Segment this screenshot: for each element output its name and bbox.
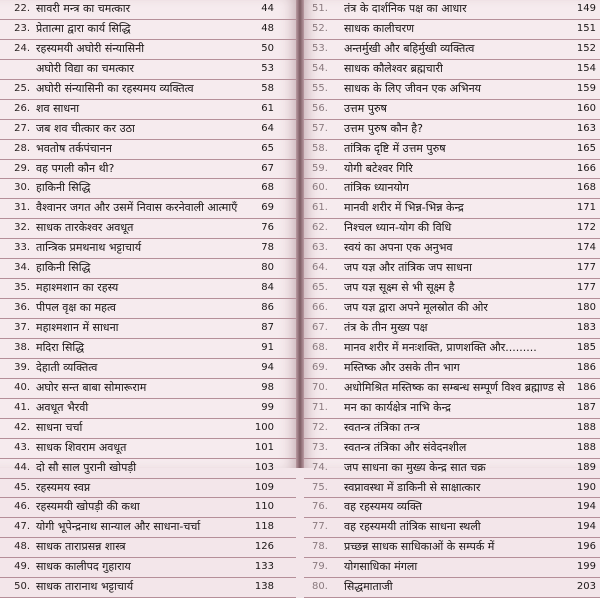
entry-title: शव साधना xyxy=(36,101,80,115)
toc-entry xyxy=(0,120,296,140)
entry-number: 63. xyxy=(312,242,328,254)
toc-entry xyxy=(304,498,600,518)
entry-title: स्वप्नावस्था में डाकिनी से साक्षात्कार xyxy=(344,480,481,494)
entry-title: स्वतन्त्र तंत्रिका और संवेदनशील xyxy=(344,440,467,454)
entry-title: निश्चल ध्यान-योग की विधि xyxy=(344,221,452,235)
entry-page-number: 69 xyxy=(261,202,274,214)
entry-number: 22. xyxy=(14,3,30,14)
entry-title: साधक के लिए जीवन एक अभिनय xyxy=(344,81,482,95)
entry-page-number: 177 xyxy=(576,282,596,294)
entry-number: 59. xyxy=(312,162,328,174)
toc-entry xyxy=(0,479,296,499)
entry-page-number: 199 xyxy=(576,561,596,573)
entry-number: 38. xyxy=(14,341,30,353)
toc-entry xyxy=(0,518,296,538)
entry-number: 40. xyxy=(14,381,30,393)
toc-entry xyxy=(0,60,296,80)
toc-entry xyxy=(304,518,600,538)
entry-title: उत्तम पुरुष कौन है? xyxy=(344,121,423,135)
toc-entry xyxy=(304,20,600,40)
entry-title: साधक कालीपद गुहाराय xyxy=(36,560,131,574)
entry-page-number: 165 xyxy=(576,142,596,154)
entry-page-number: 194 xyxy=(576,501,596,513)
entry-number: 45. xyxy=(14,481,30,493)
toc-entry xyxy=(304,459,600,479)
entry-page-number: 126 xyxy=(254,541,274,553)
entry-page-number: 149 xyxy=(576,3,596,14)
entry-page-number: 53 xyxy=(261,62,274,74)
entry-page-number: 58 xyxy=(261,82,274,94)
entry-number: 66. xyxy=(312,302,328,314)
entry-number: 41. xyxy=(14,401,30,413)
toc-entry xyxy=(0,299,296,319)
entry-number: 47. xyxy=(14,521,30,533)
entry-title: महाश्मशान का रहस्य xyxy=(36,281,119,295)
entry-title: तंत्र के दार्शनिक पक्ष का आधार xyxy=(344,2,467,15)
toc-entry xyxy=(304,379,600,399)
entry-title: तांत्रिक ध्यानयोग xyxy=(344,181,409,195)
toc-entry xyxy=(0,359,296,379)
toc-entry xyxy=(304,239,600,259)
entry-number: 80. xyxy=(312,581,328,593)
entry-page-number: 138 xyxy=(254,581,274,593)
toc-entry xyxy=(0,399,296,419)
entry-page-number: 180 xyxy=(576,302,596,314)
entry-number: 51. xyxy=(312,3,328,14)
toc-entry xyxy=(304,179,600,199)
entry-title: साधक कालीचरण xyxy=(344,21,415,35)
entry-page-number: 98 xyxy=(261,381,274,393)
entry-page-number: 152 xyxy=(576,42,596,54)
toc-entry xyxy=(0,319,296,339)
toc-entry xyxy=(304,279,600,299)
toc-entry xyxy=(304,578,600,598)
entry-number: 79. xyxy=(312,561,328,573)
entry-title: प्रेतात्मा द्वारा कार्य सिद्धि xyxy=(36,21,131,35)
entry-number: 46. xyxy=(14,501,30,513)
entry-number: 74. xyxy=(312,461,328,473)
entry-number: 31. xyxy=(14,202,30,214)
toc-entry xyxy=(304,299,600,319)
right-page xyxy=(304,0,600,594)
book-gutter xyxy=(296,0,304,468)
entry-number: 71. xyxy=(312,401,328,413)
entry-page-number: 196 xyxy=(576,541,596,553)
toc-entry xyxy=(304,319,600,339)
toc-entry xyxy=(0,538,296,558)
entry-page-number: 103 xyxy=(254,461,274,473)
toc-entry xyxy=(0,279,296,299)
entry-title: योगी भूपेन्द्रनाथ सान्याल और साधना-चर्चा xyxy=(36,520,201,534)
entry-title: मानवी शरीर में भिन्न-भिन्न केन्द्र xyxy=(344,201,464,215)
entry-page-number: 87 xyxy=(261,322,274,333)
entry-page-number: 91 xyxy=(261,341,274,353)
toc-entry xyxy=(0,219,296,239)
entry-number: 48. xyxy=(14,541,30,553)
toc-entry xyxy=(0,199,296,219)
entry-title: अन्तर्मुखी और बहिर्मुखी व्यक्तित्व xyxy=(344,41,475,55)
entry-title: साधना चर्चा xyxy=(36,420,83,434)
entry-page-number: 80 xyxy=(261,262,274,274)
entry-number: 68. xyxy=(312,341,328,353)
entry-number: 69. xyxy=(312,361,328,373)
entry-title: तान्त्रिक प्रमथनाथ भट्टाचार्य xyxy=(36,241,142,255)
entry-page-number: 48 xyxy=(261,22,274,34)
entry-title: वह रहस्यमय व्यक्ति xyxy=(344,500,423,514)
toc-entry xyxy=(304,439,600,459)
entry-number: 23. xyxy=(14,22,30,34)
toc-entry xyxy=(0,498,296,518)
toc-entry xyxy=(304,120,600,140)
toc-entry xyxy=(0,179,296,199)
entry-page-number: 44 xyxy=(261,3,274,14)
entry-page-number: 186 xyxy=(576,361,596,373)
entry-number: 29. xyxy=(14,162,30,174)
entry-title: मस्तिष्क और उसके तीन भाग xyxy=(344,360,460,374)
toc-entry xyxy=(0,578,296,598)
toc-entry xyxy=(0,140,296,160)
entry-title: अघोरी संन्यासिनी का रहस्यमय व्यक्तित्व xyxy=(36,81,194,95)
entry-title: मन का कार्यक्षेत्र नाभि केन्द्र xyxy=(344,400,451,414)
entry-title: साधक कौलेश्वर ब्रह्मचारी xyxy=(344,61,443,75)
entry-page-number: 133 xyxy=(254,561,274,573)
entry-page-number: 100 xyxy=(254,421,274,433)
entry-title: जप यज्ञ और तांत्रिक जप साधना xyxy=(344,261,472,275)
entry-page-number: 168 xyxy=(576,182,596,194)
entry-page-number: 118 xyxy=(254,521,274,533)
toc-entry xyxy=(304,219,600,239)
toc-entry xyxy=(0,20,296,40)
entry-number: 54. xyxy=(312,62,328,74)
toc-entry xyxy=(304,399,600,419)
entry-title: उत्तम पुरुष xyxy=(344,101,387,115)
toc-entry xyxy=(304,80,600,100)
entry-number: 34. xyxy=(14,262,30,274)
toc-entry xyxy=(0,40,296,60)
toc-entry xyxy=(304,60,600,80)
entry-title: स्वयं का अपना एक अनुभव xyxy=(344,241,453,255)
entry-page-number: 76 xyxy=(261,222,274,234)
entry-number: 52. xyxy=(312,22,328,34)
entry-page-number: 101 xyxy=(254,441,274,453)
entry-page-number: 61 xyxy=(261,102,274,114)
entry-number: 32. xyxy=(14,222,30,234)
toc-entry xyxy=(304,479,600,499)
entry-number: 61. xyxy=(312,202,328,214)
entry-page-number: 185 xyxy=(576,341,596,353)
toc-entry xyxy=(0,80,296,100)
entry-number: 36. xyxy=(14,302,30,314)
toc-entry xyxy=(0,419,296,439)
entry-page-number: 203 xyxy=(576,581,596,593)
entry-page-number: 64 xyxy=(261,122,274,134)
entry-title: अघोर सन्त बाबा सोमारूराम xyxy=(36,380,147,394)
entry-title: साधक तारानाथ भट्टाचार्य xyxy=(36,580,134,594)
entry-title: हाकिनी सिद्धि xyxy=(36,261,91,275)
entry-number: 39. xyxy=(14,361,30,373)
entry-page-number: 177 xyxy=(576,262,596,274)
entry-title: वह पगली कौन थी? xyxy=(36,161,115,175)
entry-number: 70. xyxy=(312,381,328,393)
entry-number: 53. xyxy=(312,42,328,54)
entry-title: तांत्रिक दृष्टि में उत्तम पुरुष xyxy=(344,141,446,155)
entry-title: तंत्र के तीन मुख्य पक्ष xyxy=(344,321,428,334)
entry-title: महाश्मशान में साधना xyxy=(36,321,119,334)
entry-title: अवधूत भैरवी xyxy=(36,400,89,414)
entry-page-number: 84 xyxy=(261,282,274,294)
entry-number: 56. xyxy=(312,102,328,114)
entry-title: सिद्धमाताजी xyxy=(344,580,393,594)
toc-entry xyxy=(304,359,600,379)
entry-title: जप यज्ञ सूक्ष्म से भी सूक्ष्म है xyxy=(344,281,455,295)
entry-number: 30. xyxy=(14,182,30,194)
toc-entry xyxy=(304,140,600,160)
entry-page-number: 172 xyxy=(576,222,596,234)
entry-title: मानव शरीर में मनःशक्ति, प्राणशक्ति और......... xyxy=(344,340,537,354)
entry-title: साधक तारकेश्वर अवधूत xyxy=(36,221,134,235)
entry-number: 62. xyxy=(312,222,328,234)
toc-entry xyxy=(304,558,600,578)
entry-page-number: 86 xyxy=(261,302,274,314)
entry-page-number: 183 xyxy=(576,322,596,333)
entry-title: जब शव चीत्कार कर उठा xyxy=(36,121,135,135)
toc-entry xyxy=(0,439,296,459)
toc-entry xyxy=(304,100,600,120)
entry-page-number: 50 xyxy=(261,42,274,54)
entry-number: 35. xyxy=(14,282,30,294)
entry-number: 58. xyxy=(312,142,328,154)
entry-title: पीपल वृक्ष का महत्व xyxy=(36,301,117,315)
toc-entry xyxy=(304,419,600,439)
entry-page-number: 186 xyxy=(576,381,596,393)
entry-title: योगसाधिका मंगला xyxy=(344,560,418,574)
toc-entry xyxy=(0,558,296,578)
toc-entry xyxy=(0,379,296,399)
entry-page-number: 109 xyxy=(254,481,274,493)
entry-number: 57. xyxy=(312,122,328,134)
toc-entry xyxy=(0,459,296,479)
entry-page-number: 188 xyxy=(576,441,596,453)
entry-page-number: 188 xyxy=(576,421,596,433)
entry-page-number: 154 xyxy=(576,62,596,74)
right-toc-list xyxy=(304,0,600,598)
entry-page-number: 174 xyxy=(576,242,596,254)
entry-number: 49. xyxy=(14,561,30,573)
entry-number: 55. xyxy=(312,82,328,94)
entry-title: स्वतन्त्र तंत्रिका तन्त्र xyxy=(344,420,420,434)
entry-page-number: 151 xyxy=(576,22,596,34)
toc-entry xyxy=(0,100,296,120)
entry-title: साधक ताराप्रसन्न शास्त्र xyxy=(36,540,126,554)
entry-title: देहाती व्यक्तित्व xyxy=(36,360,98,374)
entry-page-number: 190 xyxy=(576,481,596,493)
toc-entry xyxy=(0,160,296,180)
entry-page-number: 78 xyxy=(261,242,274,254)
entry-number: 73. xyxy=(312,441,328,453)
entry-title: हाकिनी सिद्धि xyxy=(36,181,91,195)
entry-number: 60. xyxy=(312,182,328,194)
toc-entry xyxy=(0,339,296,359)
entry-number: 27. xyxy=(14,122,30,134)
entry-number: 77. xyxy=(312,521,328,533)
entry-page-number: 166 xyxy=(576,162,596,174)
entry-number: 67. xyxy=(312,322,328,333)
toc-entry xyxy=(304,160,600,180)
entry-page-number: 171 xyxy=(576,202,596,214)
entry-number: 37. xyxy=(14,322,30,333)
entry-title: भवतोष तर्कपंचानन xyxy=(36,141,112,155)
toc-entry xyxy=(304,259,600,279)
entry-page-number: 67 xyxy=(261,162,274,174)
entry-number: 78. xyxy=(312,541,328,553)
entry-number: 33. xyxy=(14,242,30,254)
left-page xyxy=(0,0,296,594)
entry-title: अधोमिश्रित मस्तिष्क का सम्बन्ध सम्पूर्ण विश्व ब्रह्माण्ड से xyxy=(344,380,565,394)
entry-page-number: 187 xyxy=(576,401,596,413)
entry-title: रहस्यमयी खोपड़ी की कथा xyxy=(36,500,140,514)
entry-number: 24. xyxy=(14,42,30,54)
entry-title: वैश्वानर जगत और उसमें निवास करनेवाली आत्माएँ xyxy=(36,201,238,215)
entry-page-number: 189 xyxy=(576,461,596,473)
entry-title: रहस्यमय स्वप्न xyxy=(36,480,91,494)
entry-number: 44. xyxy=(14,461,30,473)
entry-number: 43. xyxy=(14,441,30,453)
entry-page-number: 159 xyxy=(576,82,596,94)
entry-number: 65. xyxy=(312,282,328,294)
entry-number: 25. xyxy=(14,82,30,94)
entry-number: 64. xyxy=(312,262,328,274)
left-toc-list xyxy=(0,0,296,598)
entry-title: प्रच्छन्न साधक साधिकाओं के सम्पर्क में xyxy=(344,540,495,554)
entry-title: साधक शिवराम अवधूत xyxy=(36,440,127,454)
entry-number: 76. xyxy=(312,501,328,513)
entry-title: दो सौ साल पुरानी खोपड़ी xyxy=(36,460,137,474)
entry-title: मदिरा सिद्धि xyxy=(36,340,85,354)
toc-entry xyxy=(0,259,296,279)
entry-title: सावरी मन्त्र का चमत्कार xyxy=(36,2,131,15)
entry-number: 26. xyxy=(14,102,30,114)
entry-number: 75. xyxy=(312,481,328,493)
entry-page-number: 68 xyxy=(261,182,274,194)
entry-title: योगी बटेश्वर गिरि xyxy=(344,161,413,175)
toc-entry xyxy=(0,239,296,259)
entry-title: जप यज्ञ द्वारा अपने मूलस्रोत की ओर xyxy=(344,301,488,315)
entry-title: वह रहस्यमयी तांत्रिक साधना स्थली xyxy=(344,520,481,534)
entry-page-number: 65 xyxy=(261,142,274,154)
toc-entry xyxy=(304,538,600,558)
entry-number: 72. xyxy=(312,421,328,433)
toc-entry xyxy=(304,40,600,60)
entry-page-number: 160 xyxy=(576,102,596,114)
entry-page-number: 99 xyxy=(261,401,274,413)
toc-entry xyxy=(304,0,600,20)
entry-number: 28. xyxy=(14,142,30,154)
toc-entry xyxy=(304,199,600,219)
entry-title: जप साधना का मुख्य केन्द्र सात चक्र xyxy=(344,460,486,474)
entry-page-number: 163 xyxy=(576,122,596,134)
entry-title: रहस्यमयी अघोरी संन्यासिनी xyxy=(36,41,145,55)
entry-page-number: 110 xyxy=(254,501,274,513)
entry-title: अघोरी विद्या का चमत्कार xyxy=(36,61,134,75)
toc-entry xyxy=(0,0,296,20)
entry-page-number: 194 xyxy=(576,521,596,533)
toc-entry xyxy=(304,339,600,359)
entry-number: 50. xyxy=(14,581,30,593)
entry-number: 42. xyxy=(14,421,30,433)
entry-page-number: 94 xyxy=(261,361,274,373)
